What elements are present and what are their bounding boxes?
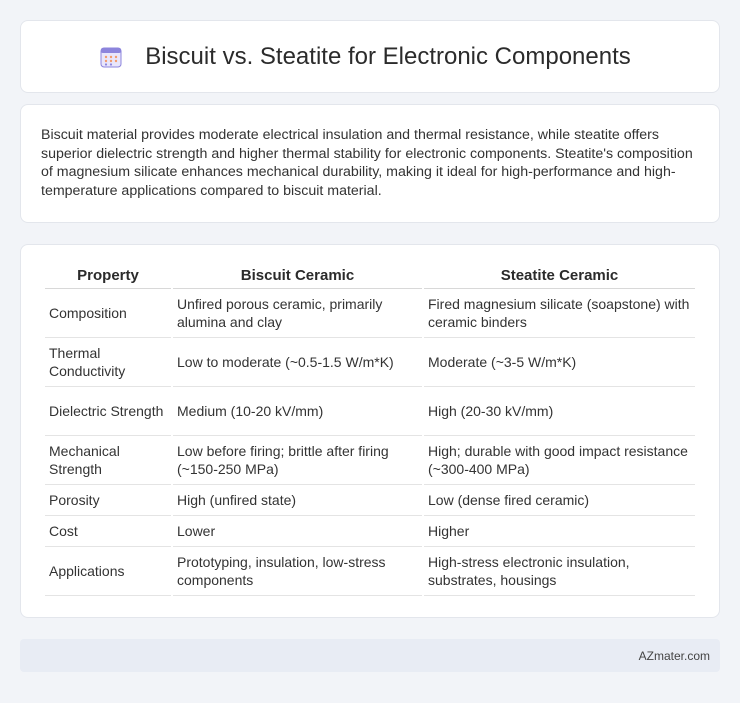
- comparison-table-card: [20, 244, 720, 618]
- table-cell: Moderate (~3-5 W/m*K): [424, 338, 695, 387]
- table-cell: Composition: [45, 289, 171, 338]
- table-cell: High (unfired state): [173, 485, 422, 516]
- footer: [20, 639, 720, 672]
- table-row: [45, 547, 695, 596]
- table-cell: Unfired porous ceramic, primarily alumina and clay: [173, 289, 422, 338]
- column-header-biscuit: Biscuit Ceramic: [173, 265, 422, 289]
- table-cell: Cost: [45, 516, 171, 547]
- title-card: [20, 20, 720, 93]
- table-cell: Low before firing; brittle after firing (~150-250 MPa): [173, 436, 422, 485]
- table-cell: High-stress electronic insulation, substrates, housings: [424, 547, 695, 596]
- table-cell: Lower: [173, 516, 422, 547]
- calendar-icon: [99, 45, 123, 69]
- page-title: Biscuit vs. Steatite for Electronic Components: [145, 42, 631, 70]
- column-header-steatite: Steatite Ceramic: [424, 265, 695, 289]
- table-cell: Fired magnesium silicate (soapstone) with ceramic binders: [424, 289, 695, 338]
- table-cell: Medium (10-20 kV/mm): [173, 387, 422, 436]
- table-header-row: [45, 265, 695, 289]
- table-row: [45, 338, 695, 387]
- summary-text: Biscuit material provides moderate electrical insulation and thermal resistance, while steatite offers superior dielectric strength and higher thermal stability for electronic components. Steatite's composition of magnesium silicate enhances mechanical durability, making it ideal for high-performance and high-temperature applications compared to biscuit material.: [41, 127, 693, 199]
- table-row: [45, 436, 695, 485]
- table-cell: Applications: [45, 547, 171, 596]
- table-cell: Low (dense fired ceramic): [424, 485, 695, 516]
- table-cell: Low to moderate (~0.5-1.5 W/m*K): [173, 338, 422, 387]
- table-row: [45, 289, 695, 338]
- table-cell: Porosity: [45, 485, 171, 516]
- table-cell: Thermal Conductivity: [45, 338, 171, 387]
- table-cell: Mechanical Strength: [45, 436, 171, 485]
- summary-card: [20, 104, 720, 223]
- table-row: [45, 485, 695, 516]
- table-cell: Prototyping, insulation, low-stress components: [173, 547, 422, 596]
- table-cell: High; durable with good impact resistance (~300-400 MPa): [424, 436, 695, 485]
- table-row: [45, 387, 695, 436]
- comparison-table: [43, 265, 697, 596]
- table-cell: High (20-30 kV/mm): [424, 387, 695, 436]
- table-row: [45, 516, 695, 547]
- footer-site-link[interactable]: AZmater.com: [638, 648, 710, 663]
- table-cell: Higher: [424, 516, 695, 547]
- table-cell: Dielectric Strength: [45, 387, 171, 436]
- column-header-property: Property: [45, 265, 171, 289]
